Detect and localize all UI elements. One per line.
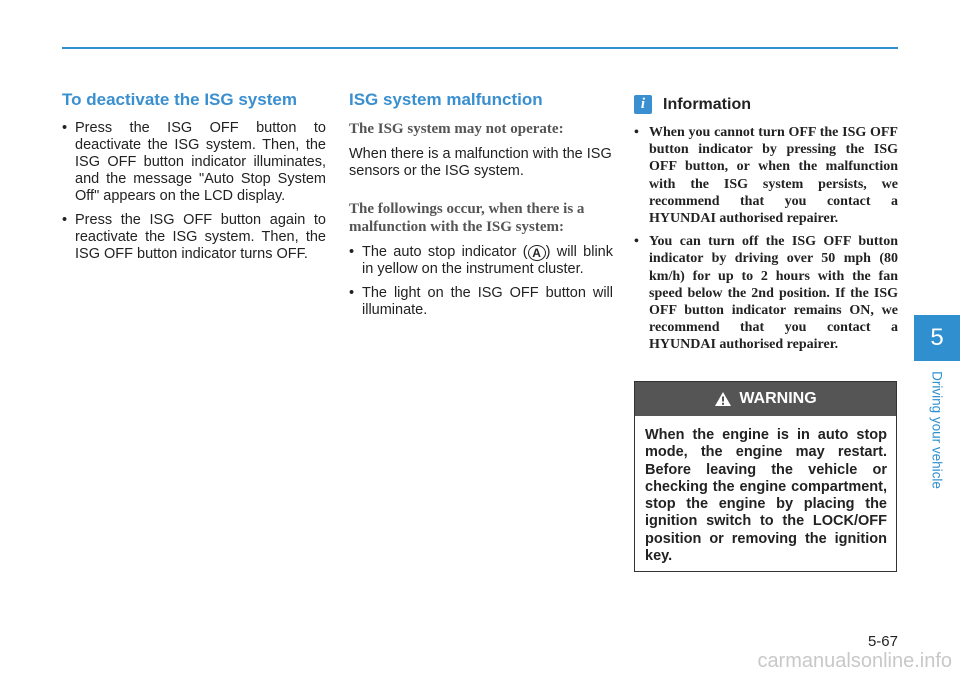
deactivate-section xyxy=(62,90,326,270)
deactivate-heading: To deactivate the ISG system xyxy=(62,90,297,109)
malfunction-section xyxy=(349,90,613,326)
malfunction-subheading-2: The followings occur, when there is a malfunction with the ISG system: xyxy=(349,201,585,235)
header-rule xyxy=(62,47,898,49)
malfunction-subheading-1: The ISG system may not operate: xyxy=(349,121,564,137)
malfunction-list xyxy=(349,244,613,319)
malfunction-paragraph: When there is a malfunction with the ISG sensors or the ISG system. xyxy=(349,146,612,179)
malfunction-heading: ISG system malfunction xyxy=(349,90,543,109)
list-item: • Press the ISG OFF button again to reactivate the ISG system. Then, the ISG OFF button indicator turns OFF. xyxy=(62,212,326,263)
warning-box xyxy=(634,381,897,572)
chapter-tab: 5 xyxy=(914,315,960,361)
list-item: • You can turn off the ISG OFF button indicator by driving over 50 mph (80 km/h) for up to 2 hours with the fan speed below the 2nd position. If the ISG OFF button indicator remains ON, we recommend that you contact a HYUNDAI authorised repairer. xyxy=(634,233,898,353)
list-item: • The light on the ISG OFF button will illuminate. xyxy=(349,285,613,319)
warning-header xyxy=(635,382,896,416)
warning-text: When the engine is in auto stop mode, the engine may restart. Before leaving the vehicle or checking the engine compartment, stop the engine by placing the ignition switch to the LOCK/OFF position or removing the ignition key. xyxy=(645,427,887,565)
deactivate-list xyxy=(62,120,326,263)
chapter-label: Driving your vehicle xyxy=(929,371,945,489)
list-item: • Press the ISG OFF button to deactivate the ISG system. Then, the ISG OFF button indicator illuminates, and the message "Auto Stop System Off" appears on the LCD display. xyxy=(62,120,326,205)
information-list xyxy=(634,124,898,354)
list-item: • When you cannot turn OFF the ISG OFF button indicator by pressing the ISG OFF button, or when the malfunction with the ISG system persists, we recommend that you contact a HYUNDAI authorised repairer. xyxy=(634,124,898,227)
auto-stop-indicator-icon: A xyxy=(528,245,546,261)
information-title: Information xyxy=(663,95,751,113)
information-section xyxy=(634,95,898,360)
watermark: carmanualsonline.info xyxy=(757,650,952,672)
page-number: 5-67 xyxy=(867,633,898,650)
warning-triangle-icon xyxy=(714,391,732,407)
info-icon: i xyxy=(634,95,652,114)
information-header xyxy=(634,95,898,114)
warning-title: WARNING xyxy=(739,390,817,407)
list-item: • The auto stop indicator ( A ) will blink in yellow on the instrument cluster. xyxy=(349,244,613,278)
